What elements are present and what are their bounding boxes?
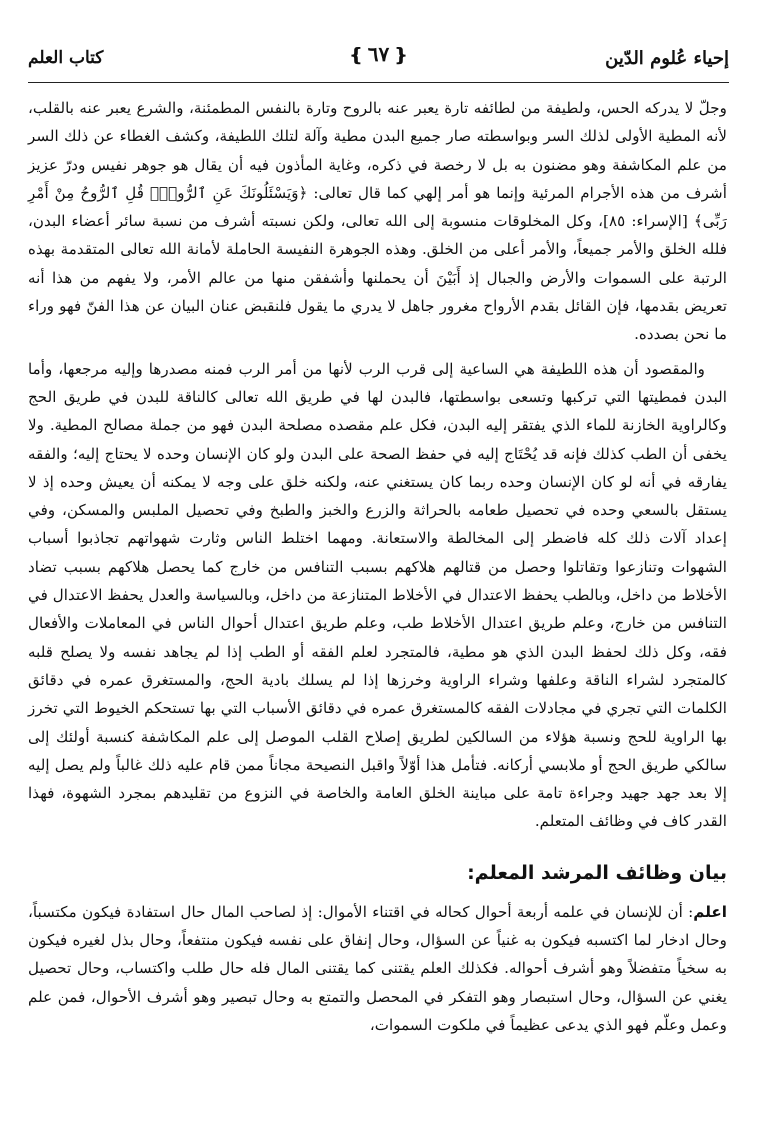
section-heading: بيان وظائف المرشد المعلم:: [467, 861, 727, 884]
paragraph-1-text-a: وجلّ لا يدركه الحس، ولطيفة من لطائفه تارة يعبر عنه بالروح وتارة بالنفس المطمئنة، والشرع يعبر عنه بالقلب، لأنه المطية الأولى لذلك السر وبواسطته صار جميع البدن مطية وآلة لتلك اللطيفة، وكشف الغطاء عن ذلك السر من علم المكاشفة وهو مضنون به بل لا رخصة في ذكره، وغاية المأذون فيه أن يقال هو جوهر نفيس ودرّ عزيز أشرف من هذه الأجرام المرئية وإنما هو أمر إلهي كما قال تعالى:: [28, 99, 727, 202]
book-title: إحياء عُلوم الدّين: [605, 48, 729, 69]
ornament-right-icon: ❵: [348, 45, 364, 66]
paragraph-3: [28, 898, 727, 1039]
page-body: [28, 94, 727, 1039]
header-rule: [28, 82, 729, 83]
paragraph-2: والمقصود أن هذه اللطيفة هي الساعية إلى قرب الرب لأنها من أمر الرب فمنه مصدرها وإليه مرجعها، وأما البدن فمطيتها التي تركبها وتسعى بواسطتها، فالبدن لها في طريق الله تعالى كالناقة للبدن في طريق الحج وكالراوية الخازنة للماء الذي يفتقر إليه البدن، فكل علم مقصده مصلحة البدن فهو من جملة مصالح المطية. ولا يخفى أن الطب كذلك فإنه قد يُحْتَاج إليه في حفظ الصحة على البدن ولو كان الإنسان وحده لا يحتاج إليه؛ والفقه يفارقه في أنه لو كان الإنسان وحده ربما كان يستغني عنه، ولكنه خلق على وجه لا يمكنه أن يعيش وحده إذ لا يستقل بالسعي وحده في تحصيل طعامه بالحراثة والزرع والخبز والطبخ وفي تحصيل الملبس والمسكن، وفي إعداد آلات ذلك كله فاضطر إلى المخالطة والاستعانة. ومهما اختلط الناس وثارت شهواتهم تجاذبوا أسباب الشهوات وتنازعوا وتقاتلوا وحصل من قتالهم هلاكهم بسبب التنافس من خارج كما يحصل هلاكهم بسبب تضاد الأخلاط من داخل، وبالطب يحفظ الاعتدال في الأخلاط المتنازعة من داخل، وبالسياسة والعدل يحفظ الاعتدال في التنافس من خارج، وعلم طريق اعتدال الأخلاط طب، وعلم طريق اعتدال أحوال الناس في المعاملات والأفعال فقه، وكل ذلك لحفظ البدن الذي هو مطية، فالمتجرد لعلم الفقه أو الطب إذا لم يجاهد نفسه ولا يصلح قلبه كالمتجرد لشراء الناقة وعلفها وشراء الراوية وخرزها إذا لم يسلك بادية الحج، والمستغرق عمره في دقائق الكلمات التي تجري في مجادلات الفقه كالمستغرق عمره في دقائق الأسباب التي بها تستحكم الخيوط التي تخرز بها الراوية للحج ونسبة هؤلاء من السالكين لطريق إصلاح القلب الموصل إلى علم المكاشفة كنسبة أولئك إلى سالكي طريق الحج أو ملابسي أركانه. فتأمل هذا أوّلاً واقبل النصيحة مجاناً ممن قام عليه ذلك غالباً ولم يصل إليه إلا بعد جهد جهيد وجراءة تامة على مباينة الخلق العامة والخاصة في النزوع من تقليدهم بمجرد الشهوة، فهذا القدر كاف في وظائف المتعلم.: [28, 359, 727, 831]
section-title: كتاب العلم: [28, 48, 104, 68]
paragraph-1: [28, 94, 727, 349]
ornament-left-icon: ❴: [393, 45, 409, 66]
page-number-value: ٦٧: [367, 42, 390, 66]
quran-verse: ﴿وَيَسْئَلُونَكَ عَنِ ٱلرُّوحِۖ قُلِ ٱلرُّوحُ مِنْ أَمْرِ رَبِّى﴾: [28, 183, 727, 231]
page-header: [28, 40, 729, 82]
paragraph-3-lead-word: اعلم: [693, 902, 727, 921]
page-number: [345, 42, 413, 66]
paragraph-1-text-b: [الإسراء: ٨٥]، وكل المخلوقات منسوبة إلى الله تعالى، ولكن نسبته أشرف من نسبة سائر أعضاء البدن، فلله الخلق والأمر جميعاً، والأمر أعلى من الخلق. وهذه الجوهرة النفيسة الحاملة لأمانة الله تعالى المتقدمة بهذه الرتبة على السموات والأرض والجبال إذ أَبَيْنَ أن يحملنها وأشفقن منها من عالم الأمر، ولا يفهم من هذا أنه تعريض بقدمها، فإن القائل بقدم الأرواح مغرور جاهل لا يدري ما يقول فلنقبض عنان البيان عن هذا الفنّ فهو وراء ما نحن بصدده.: [28, 212, 727, 344]
paragraph-3-text: : أن للإنسان في علمه أربعة أحوال كحاله في اقتناء الأموال: إذ لصاحب المال حال استفادة فيكون مكتسباً، وحال ادخار لما اكتسبه فيكون به غنياً عن السؤال، وحال إنفاق على نفسه فيكون منتفعاً، وحال بذل لغيره فيكون به سخياً متفضلاً وهو أشرف أحواله. فكذلك العلم يقتنى كما يقتنى المال فله حال طلب واكتساب، وحال تحصيل يغني عن السؤال، وحال استبصار وهو التفكر في المحصل والتمتع به وحال تبصير وهو أشرف الأحوال، فمن علم وعمل وعلّم فهو الذي يدعى عظيماً في ملكوت السموات،: [28, 902, 727, 1034]
